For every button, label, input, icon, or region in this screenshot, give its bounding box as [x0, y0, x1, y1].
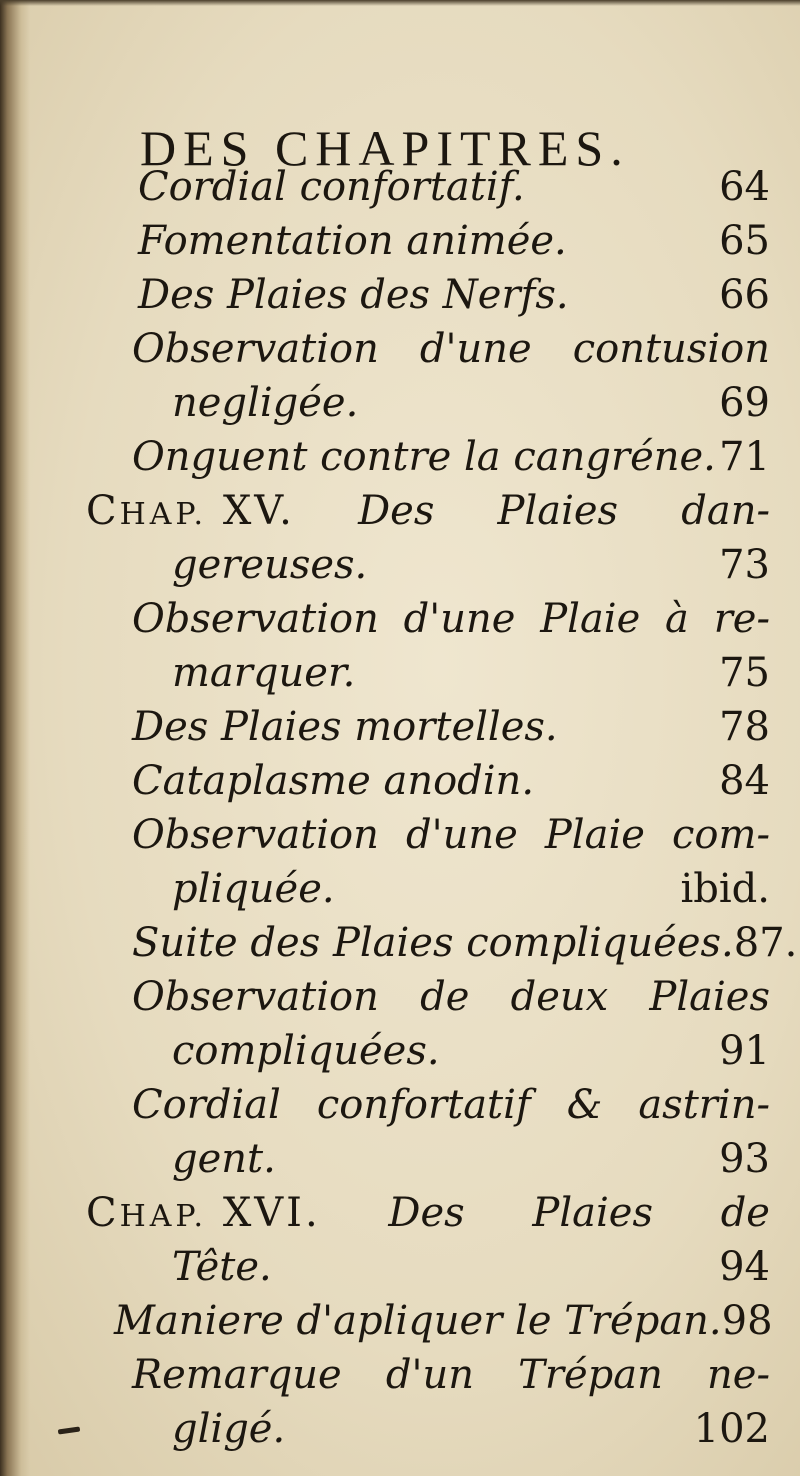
toc-entry-word: Plaie: [540, 596, 641, 642]
toc-entry-word: Cordial: [132, 1082, 281, 1128]
toc-entry-word: Trépan: [518, 1352, 663, 1398]
toc-entry-continuation: [172, 646, 770, 700]
toc-entry-page: ibid.: [680, 866, 770, 912]
toc-entry-word: d'une: [419, 326, 532, 372]
toc-entry-title: Des Plaies des Nerfs.: [138, 272, 569, 318]
toc-entry-word: d'un: [385, 1352, 475, 1398]
toc-entry: [132, 322, 770, 376]
toc-entry: [132, 808, 770, 862]
toc-entry: [138, 160, 770, 214]
toc-entry-word: ne-: [707, 1352, 770, 1398]
toc-entry-page: 75: [719, 650, 770, 696]
toc-entry-word: Plaie: [544, 812, 645, 858]
toc-entry-title: Cataplasme anodin.: [132, 758, 535, 804]
toc-entry-title: pliquée.: [172, 866, 335, 912]
toc-entry-continuation: [172, 862, 770, 916]
toc-entry-page: 69: [719, 380, 770, 426]
toc-entry-page: 73: [719, 542, 770, 588]
toc-entry-continuation: [172, 376, 770, 430]
toc-entry-title: Maniere d'apliquer le Trépan.: [114, 1298, 722, 1344]
toc-entry-word: d'une: [405, 812, 518, 858]
toc-entry-page: 87.: [733, 920, 798, 966]
toc-entry-continuation: [172, 1402, 770, 1456]
toc-entry: [132, 754, 770, 808]
toc-entry-page: 84: [719, 758, 770, 804]
toc-entry-page: 98: [721, 1298, 773, 1344]
toc-entry-word: Des: [388, 1190, 465, 1236]
toc-entry-title: marquer.: [172, 650, 356, 696]
toc-entry-page: 102: [693, 1406, 770, 1452]
toc-entry: [132, 592, 770, 646]
toc-entry-page: 94: [719, 1244, 770, 1290]
toc-entry: [114, 1294, 773, 1348]
toc-entry-word: astrin-: [638, 1082, 770, 1128]
toc-entry-word: com-: [672, 812, 770, 858]
toc-entry: [132, 1348, 770, 1402]
toc-entry-continuation: [172, 1240, 770, 1294]
toc-entry-word: confortatif: [316, 1082, 531, 1128]
toc-entry-word: Observation: [132, 596, 379, 642]
chapter-label: CHAP. XVI.: [86, 1190, 321, 1236]
toc-entry-word: Observation: [132, 974, 379, 1020]
chapter-heading: [86, 484, 770, 538]
toc-entry-page: 78: [719, 704, 770, 750]
toc-entry-word: deux: [510, 974, 609, 1020]
toc-entry-word: &: [566, 1082, 603, 1128]
toc-entry-continuation: [172, 1132, 770, 1186]
toc-entry-title: gligé.: [172, 1406, 286, 1452]
toc-entry-title: gereuses.: [172, 542, 368, 588]
toc-entry-page: 93: [719, 1136, 770, 1182]
toc-entry-word: Observation: [132, 812, 379, 858]
toc-entry: [132, 700, 770, 754]
toc-entry-word: Plaies: [532, 1190, 653, 1236]
toc-entry-page: 65: [719, 218, 770, 264]
toc-entry-page: 64: [719, 164, 770, 210]
toc-entry-word: re-: [713, 596, 770, 642]
toc-entry: [132, 970, 770, 1024]
toc-entry-title: Onguent contre la cangréne.: [132, 434, 716, 480]
toc-entry-word: Remarque: [132, 1352, 342, 1398]
toc-entry: [132, 1078, 770, 1132]
toc-entry: [132, 430, 770, 484]
toc-entry-page: 91: [719, 1028, 770, 1074]
toc-entry-word: de: [420, 974, 470, 1020]
toc-entry-title: Des Plaies mortelles.: [132, 704, 558, 750]
toc-entry-continuation: [172, 1024, 770, 1078]
chapter-label: CHAP. XV.: [86, 488, 295, 534]
toc-entry-title: compliquées.: [172, 1028, 440, 1074]
toc-entry-page: 71: [719, 434, 770, 480]
chapter-heading: [86, 1186, 770, 1240]
toc-entry-word: d'une: [403, 596, 516, 642]
toc-entry-word: de: [720, 1190, 770, 1236]
toc-entry-word: Des: [358, 488, 435, 534]
toc-entry: [132, 916, 798, 970]
toc-entry-title: negligée.: [172, 380, 359, 426]
toc-entry-title: Fomentation animée.: [138, 218, 567, 264]
toc-entry-word: Plaies: [649, 974, 770, 1020]
toc-entry: [138, 214, 770, 268]
toc-entry: [138, 268, 770, 322]
toc-entry-title: Tête.: [172, 1244, 272, 1290]
toc-entry-title: gent.: [172, 1136, 276, 1182]
toc-entry-word: dan-: [681, 488, 770, 534]
toc-entry-title: Cordial confortatif.: [138, 164, 525, 210]
toc-entry-word: contusion: [572, 326, 770, 372]
toc-entry-word: Observation: [132, 326, 379, 372]
toc-entry-word: Plaies: [497, 488, 619, 534]
toc-entry-word: à: [665, 596, 689, 642]
page-heading: DES CHAPITRES.: [140, 120, 630, 176]
toc-entry-continuation: [172, 538, 770, 592]
toc-entry-title: Suite des Plaies compliquées.: [132, 920, 734, 966]
toc-entry-page: 66: [719, 272, 770, 318]
